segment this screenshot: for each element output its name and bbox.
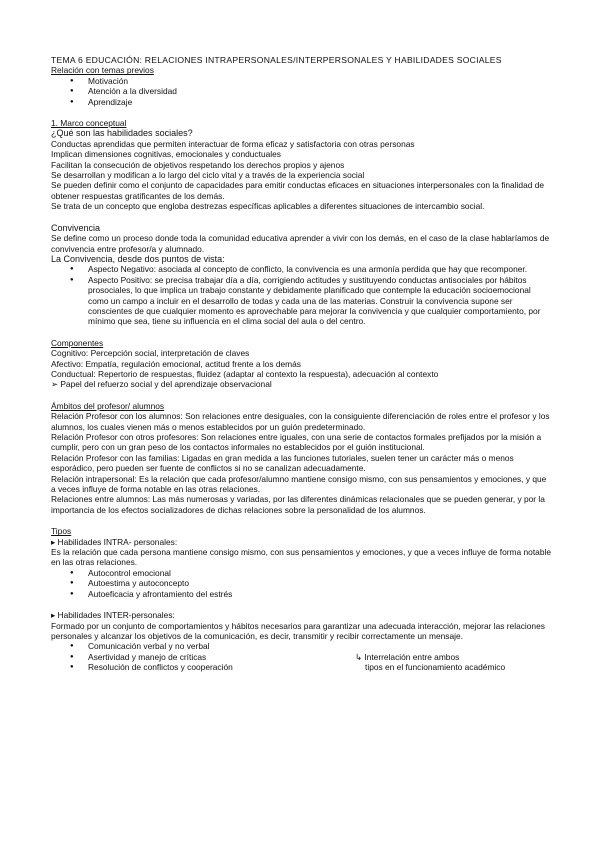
list-item: ● Autocontrol emocional bbox=[51, 568, 551, 578]
marco-heading: 1. Marco conceptual bbox=[51, 118, 127, 129]
document-title: TEMA 6 EDUCACIÓN: RELACIONES INTRAPERSONALES/INTERPERSONALES Y HABILIDADES SOCIALES bbox=[51, 55, 502, 65]
list-item: ● Atención a la diversidad bbox=[51, 86, 551, 96]
list-item: ● Autoeficacia y afrontamiento del estrés bbox=[51, 589, 551, 599]
inter-text: Formado por un conjunto de comportamientos y hábitos necesarios para garantizar una adecuada interacción, mejorar las relaciones personales y alcanzar los objetivos de la comunicación, es decir, transmitir y recibir correctamente un mensaje. bbox=[51, 620, 545, 641]
side-note-line: tipos en el funcionamiento académico bbox=[365, 662, 506, 673]
marco-line: Facilitan la consecución de objetivos respetando los derechos propios y ajenos bbox=[51, 159, 345, 170]
intra-heading: ▸ Habilidades INTRA- personales: bbox=[51, 536, 178, 547]
marco-line: Conductas aprendidas que permiten interactuar de forma eficaz y satisfactoria con otras personas bbox=[51, 138, 415, 149]
componentes-heading: Componentes bbox=[51, 337, 104, 348]
componentes-line: Conductual: Repertorio de respuestas, fluidez (adaptar al contexto la respuesta), adecuación al contexto bbox=[51, 368, 439, 379]
list-item: ● Aspecto Negativo: asociada al concepto de conflicto, la convivencia es una armonía perdida que hay que recomponer. bbox=[51, 264, 551, 274]
ambitos-para: Relación Profesor con los alumnos: Son relaciones entre desiguales, con la consiguiente diferenciación de roles entre el profesor y los alumnos, los cuales vienen más o menos establecidos por un guión predeterminado. bbox=[51, 411, 550, 432]
list-item: ● Autoestima y autoconcepto bbox=[51, 578, 551, 588]
ambitos-para: Relaciones entre alumnos: Las más numerosas y variadas, por las diferentes dinámicas relacionales que se pueden generar, y por la importancia de los efectos socializadores de dichas relaciones sobre la personalidad de los alumnos. bbox=[51, 494, 545, 515]
marco-question: ¿Qué son las habilidades sociales? bbox=[51, 128, 193, 139]
convivencia-list bbox=[51, 264, 551, 326]
marco-line: Implican dimensiones cognitivas, emocionales y conductuales bbox=[51, 149, 281, 160]
componentes-line: ➢ Papel del refuerzo social y del aprendizaje observacional bbox=[51, 379, 272, 390]
tipos-heading: Tipos bbox=[51, 526, 72, 537]
list-item bbox=[51, 662, 551, 672]
marco-line: Se pueden definir como el conjunto de capacidades para emitir conductas eficaces en situaciones interpersonales con la finalidad de obtener respuestas gratificantes de los demás. bbox=[51, 180, 545, 201]
ambitos-para: Relación intrapersonal: Es la relación que cada profesor/alumno mantiene consigo mismo, con sus pensamientos y emociones, y que a veces influye de forma notable en las otras relaciones. bbox=[51, 473, 547, 495]
ambitos-para: Relación Profesor con otros profesores: Son relaciones entre iguales, con una serie de contactos formales prefijados por la misión a cumplir, pero con un gran peso de los contactos informales no establecidos por el guión institucional. bbox=[51, 432, 542, 453]
intra-text: Es la relación que cada persona mantiene consigo mismo, con sus pensamientos y emociones, y que a veces influye de forma notable en las otras relaciones. bbox=[51, 547, 551, 568]
document-page bbox=[51, 55, 551, 673]
marco-line: Se desarrollan y modifican a lo largo del ciclo vital y a través de la experiencia social bbox=[51, 170, 365, 181]
list-item: ● Aspecto Positivo: se precisa trabajar día a día, corrigiendo actitudes y sustituyendo conductas antisociales por hábitos prosociales, lo que implica un trabajo constante y debidamente planificado que contemple la educación socioemocional como un campo a incluir en el desarrollo de todas y cada una de las materias. Construir la convivencia supone ser conscientes de que cualquier momento es aprovechable para mejorar la convivencia y que cualquier comportamiento, por mínimo que sea, tiene su influencia en el clima social del aula o del centro. bbox=[51, 275, 551, 327]
convivencia-heading: Convivencia bbox=[51, 222, 101, 233]
componentes-line: Afectivo: Empatía, regulación emocional, actitud frente a los demás bbox=[51, 358, 301, 369]
list-item: ● Motivación bbox=[51, 76, 551, 86]
list-item: ● Aprendizaje bbox=[51, 97, 551, 107]
intra-list bbox=[51, 568, 551, 599]
ambitos-para: Relación Profesor con las familias: Ligadas en gran medida a las funciones tutoriales, suelen tener un carácter más o menos esporádico, pero pueden ser fuente de conflictos si no se canalizan adecuadamente. bbox=[51, 452, 514, 474]
marco-line: Se trata de un concepto que engloba destrezas específicas aplicables a diferentes situaciones de intercambio social. bbox=[51, 201, 485, 212]
list-item-text: ● Asertividad y manejo de críticas bbox=[88, 651, 207, 662]
relacion-list bbox=[51, 76, 551, 107]
list-item-text: ● Resolución de conflictos y cooperación bbox=[88, 662, 233, 673]
ambitos-heading: Ámbitos del profesor/ alumnos bbox=[51, 400, 165, 411]
convivencia-text: Se define como un proceso donde toda la comunidad educativa aprender a vivir con los demás, en el caso de la clase hablaríamos de convivencia entre profesor/a y alumnado. bbox=[51, 233, 550, 254]
componentes-line: Cognitivo: Percepción social, interpretación de claves bbox=[51, 348, 250, 359]
list-item bbox=[51, 652, 551, 662]
list-item: ● Comunicación verbal y no verbal bbox=[51, 641, 551, 651]
inter-list bbox=[51, 641, 551, 672]
inter-heading: ▸ Habilidades INTER-personales: bbox=[51, 610, 175, 621]
convivencia-intro: La Convivencia, desde dos puntos de vista: bbox=[51, 253, 225, 264]
side-note-line: ↳ Interrelación entre ambos bbox=[355, 651, 460, 662]
relacion-heading: Relación con temas previos bbox=[51, 65, 154, 76]
